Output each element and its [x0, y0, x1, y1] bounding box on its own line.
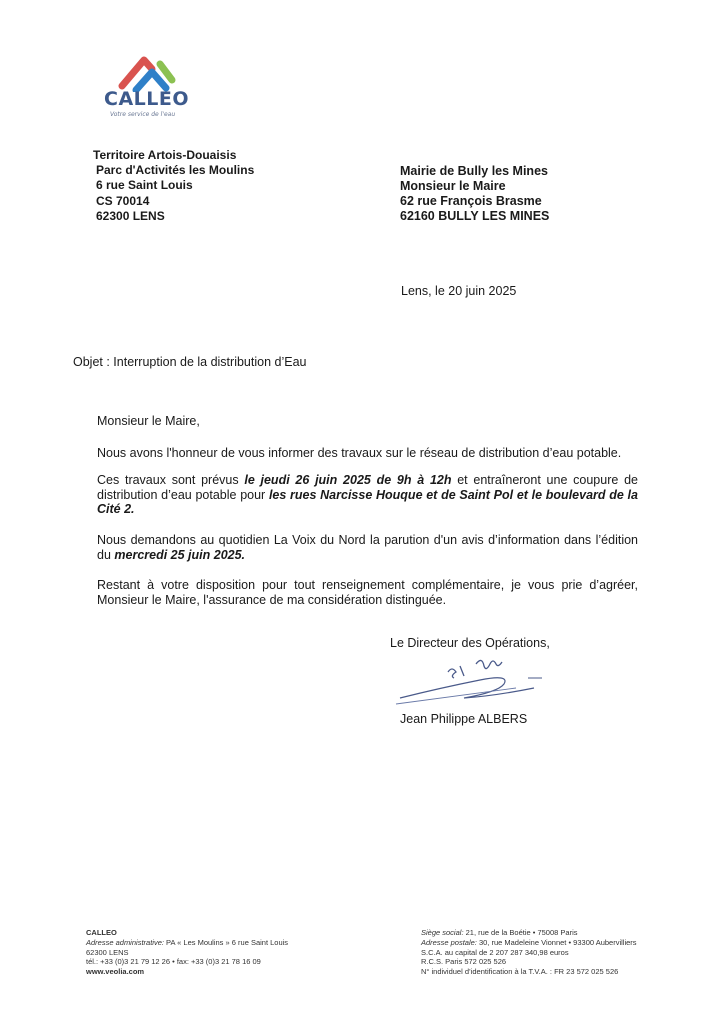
body-paragraph-3	[97, 533, 638, 562]
footer-siege	[421, 928, 637, 938]
sender-line: Parc d'Activités les Moulins	[96, 163, 255, 178]
footer-phone: tél.: +33 (0)3 21 79 12 26 • fax: +33 (0)3 21 78 16 09	[86, 957, 261, 967]
footer-company: CALLEO	[86, 928, 117, 937]
footer-value: 30, rue Madeleine Vionnet • 93300 Aubervilliers	[476, 937, 637, 947]
streets-emphasis: les rues Narcisse Houque et de Saint Pol et le boulevard de la Cité 2.	[97, 487, 638, 517]
body-paragraph-4: Restant à votre disposition pour tout renseignement complémentaire, je vous prie d’agréer, Monsieur le Maire, l'assurance de ma considération distinguée.	[97, 578, 638, 607]
footer-admin-address	[86, 938, 288, 948]
logo-roof-icon	[100, 52, 196, 92]
paragraph-text: et entraîneront une coupure de distribution d’eau potable pour	[97, 473, 638, 502]
footer-value: PA « Les Moulins » 6 rue Saint Louis	[163, 937, 289, 947]
footer-label: Adresse administrative:	[86, 937, 164, 947]
recipient-address	[400, 164, 549, 224]
recipient-line: Mairie de Bully les Mines	[400, 164, 548, 178]
footer-right	[421, 928, 637, 977]
recipient-line: 62 rue François Brasme	[400, 194, 542, 208]
closing-title: Le Directeur des Opérations,	[390, 636, 550, 650]
letter-subject: Objet : Interruption de la distribution d’Eau	[73, 355, 307, 369]
sender-address	[80, 148, 254, 224]
sender-line: CS 70014	[96, 193, 150, 208]
footer-capital: S.C.A. au capital de 2 207 287 340,98 euros	[421, 947, 569, 957]
signature-icon	[378, 650, 558, 710]
recipient-line: 62160 BULLY LES MINES	[400, 209, 550, 223]
work-date-emphasis: le jeudi 26 juin 2025 de 9h à 12h	[244, 473, 452, 487]
sender-line: Territoire Artois-Douaisis	[93, 148, 237, 162]
company-logo	[100, 52, 196, 130]
footer-label: Adresse postale:	[421, 937, 477, 947]
paragraph-text: Ces travaux sont prévus	[97, 473, 245, 487]
sender-line: 6 rue Saint Louis	[96, 178, 193, 193]
footer-tva: N° individuel d’identification à la T.V.A. : FR 23 572 025 526	[421, 967, 619, 977]
body-paragraph-1: Nous avons l'honneur de vous informer des travaux sur le réseau de distribution d’eau potable.	[97, 446, 622, 460]
letter-date: Lens, le 20 juin 2025	[401, 284, 517, 298]
logo-wordmark: CALLEO	[104, 88, 189, 110]
footer-left	[86, 928, 288, 977]
signatory-name: Jean Philippe ALBERS	[400, 712, 528, 726]
footer-value: 21, rue de la Boétie • 75008 Paris	[463, 928, 578, 937]
footer-rcs: R.C.S. Paris 572 025 526	[421, 957, 507, 967]
footer-label: Siège social:	[421, 928, 464, 937]
sender-line: 62300 LENS	[96, 208, 165, 223]
footer-city: 62300 LENS	[86, 947, 129, 957]
recipient-line: Monsieur le Maire	[400, 179, 506, 193]
logo-tagline: Votre service de l'eau	[110, 111, 176, 118]
paragraph-text: Nous demandons au quotidien La Voix du Nord la parution d'un avis d’information dans l’édition du	[97, 533, 638, 562]
publication-date-emphasis: mercredi 25 juin 2025.	[114, 547, 246, 562]
salutation: Monsieur le Maire,	[97, 414, 200, 428]
footer-website: www.veolia.com	[86, 967, 145, 977]
body-paragraph-2	[97, 473, 638, 517]
handwritten-signature	[378, 650, 558, 710]
footer-postal	[421, 938, 637, 948]
